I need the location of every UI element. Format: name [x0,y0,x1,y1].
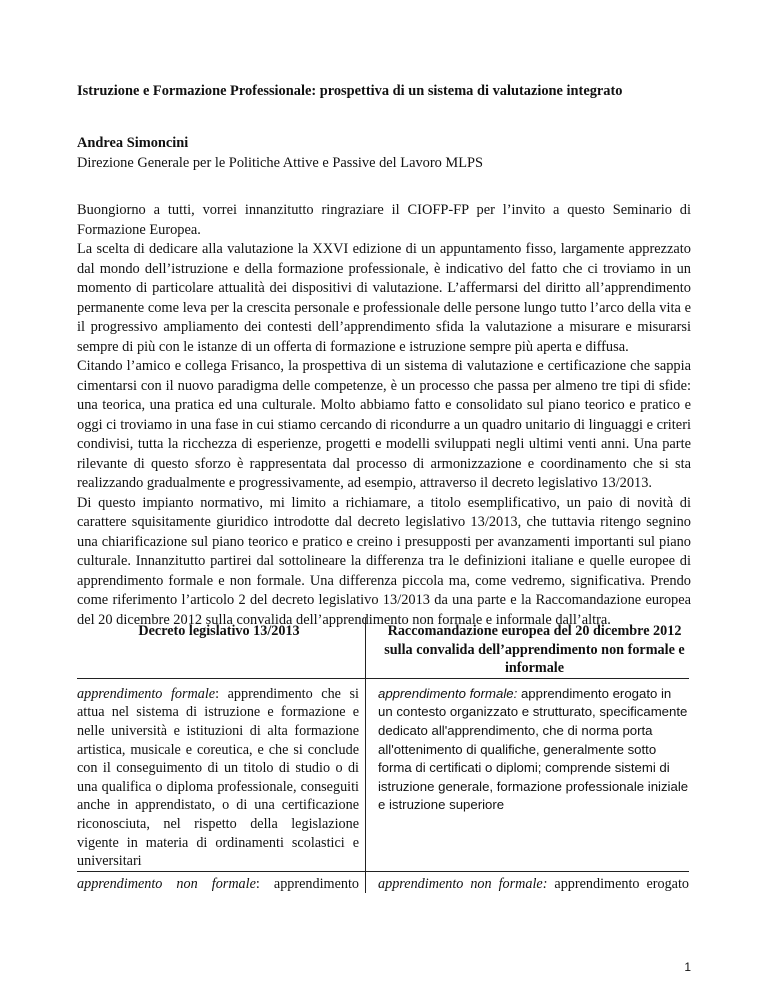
cell-decreto-non-formale [77,871,366,893]
definition-text: : apprendimento [255,875,359,892]
table-header-row [77,618,689,678]
definition-text: apprendimento erogato in un contesto organizzato e strutturato, specificamente dedicato all'apprendimento, che di norma porta all'ottenimento di qualifiche, generalmente sotto forma di certificati o diplomi; comprende sistemi di istruzione generale, formazione professionale iniziale e istruzione superiore [378,685,689,813]
term-label: apprendimento non formale: [378,875,548,892]
paragraph: Di questo impianto normativo, mi limito a richiamare, a titolo esemplificativo, un paio di novità di carattere squisitamente giuridico introdotte dal decreto legislativo 13/2013, che tuttavia ritengo segnino una chiarificazione sul piano teorico e pratico e creino i presupposti per avanzamenti importanti sul piano culturale. Innanzitutto partirei dal sottolineare la differenza tra le definizioni italiane e quelle europee di apprendimento formale e non formale. Una differenza piccola ma, come vedremo, significativa. Prendo come riferimento l’articolo 2 del decreto legislativo 13/2013 da una parte e la Raccomandazione europea del 20 dicembre 2012 sulla convalida dell’apprendimento non formale e informale dall’altra. [77,494,691,628]
term-label: apprendimento formale [77,685,216,702]
cell-raccomandazione-formale [366,678,690,871]
paragraph: La scelta di dedicare alla valutazione la XXVI edizione di un appuntamento fisso, largamente apprezzato dal mondo dell’istruzione e della formazione professionale, è indicativo del fatto che ci troviamo in un momento di particolare attualità dei dispositivi di valutazione. L’affermarsi del diritto all’apprendimento permanente come leva per la crescita personale e professionale delle persone lungo tutto l’arco della vita e il progressivo ampliamento dei contesti dell’apprendimento sfida la valutazione a misurare e misurarsi sempre di più con le istanze di un offerta di formazione e istruzione sempre più aperta e diffusa. [77,241,691,355]
cell-raccomandazione-non-formale [366,871,690,893]
comparison-table [77,618,689,893]
paragraph: Citando l’amico e collega Frisanco, la prospettiva di un sistema di valutazione e certificazione che sappia cimentarsi con il nuovo paradigma delle competenze, è un processo che passa per almeno tre tipi di sfide: una teorica, una pratica ed una culturale. Molto abbiamo fatto e consolidato sul piano teorico e pratico e oggi ci troviamo in una fase in cui stiamo cercando di ricondurre a un quadro unitario di linguaggi e criteri condivisi, tutta la ricchezza di esperienze, progetti e modelli sviluppati negli ultimi venti anni. Una parte rilevante di questo sforzo è rappresentata dal processo di armonizzazione e coordinamento che si sta realizzando gradualmente e progressivamente, ad esempio, attraverso il decreto legislativo 13/2013. [77,358,691,491]
author-affiliation: Direzione Generale per le Politiche Attive e Passive del Lavoro MLPS [77,155,484,171]
definition-text: apprendimento erogato [547,875,689,892]
table-row [77,678,689,871]
term-label: apprendimento formale: [378,685,518,701]
author-name: Andrea Simoncini [77,135,189,151]
table-header-decreto: Decreto legislativo 13/2013 [138,623,300,639]
document-title: Istruzione e Formazione Professionale: prospettiva di un sistema di valutazione integrato [77,83,623,99]
paragraph: Buongiorno a tutti, vorrei innanzitutto ringraziare il CIOFP-FP per l’invito a questo Seminario di Formazione Europea. [77,202,691,238]
term-label: apprendimento non formale [77,875,256,892]
page-number: 1 [684,960,691,974]
table-header-raccomandazione: Raccomandazione europea del 20 dicembre 2012 sulla convalida dell’apprendimento non formale e informale [366,618,690,678]
definition-text: : apprendimento che si attua nel sistema di istruzione e formazione e nelle università e istituzioni di alta formazione artistica, musicale e coreutica, e che si conclude con il conseguimento di un titolo di studio o di una qualifica o diploma professionale, conseguiti anche in apprendistato, o di una certificazione riconosciuta, nel rispetto della legislazione vigente in materia di ordinamenti scolastici e universitari [77,685,359,870]
body-text [77,201,691,630]
cell-decreto-formale [77,678,366,871]
table-row [77,871,689,893]
